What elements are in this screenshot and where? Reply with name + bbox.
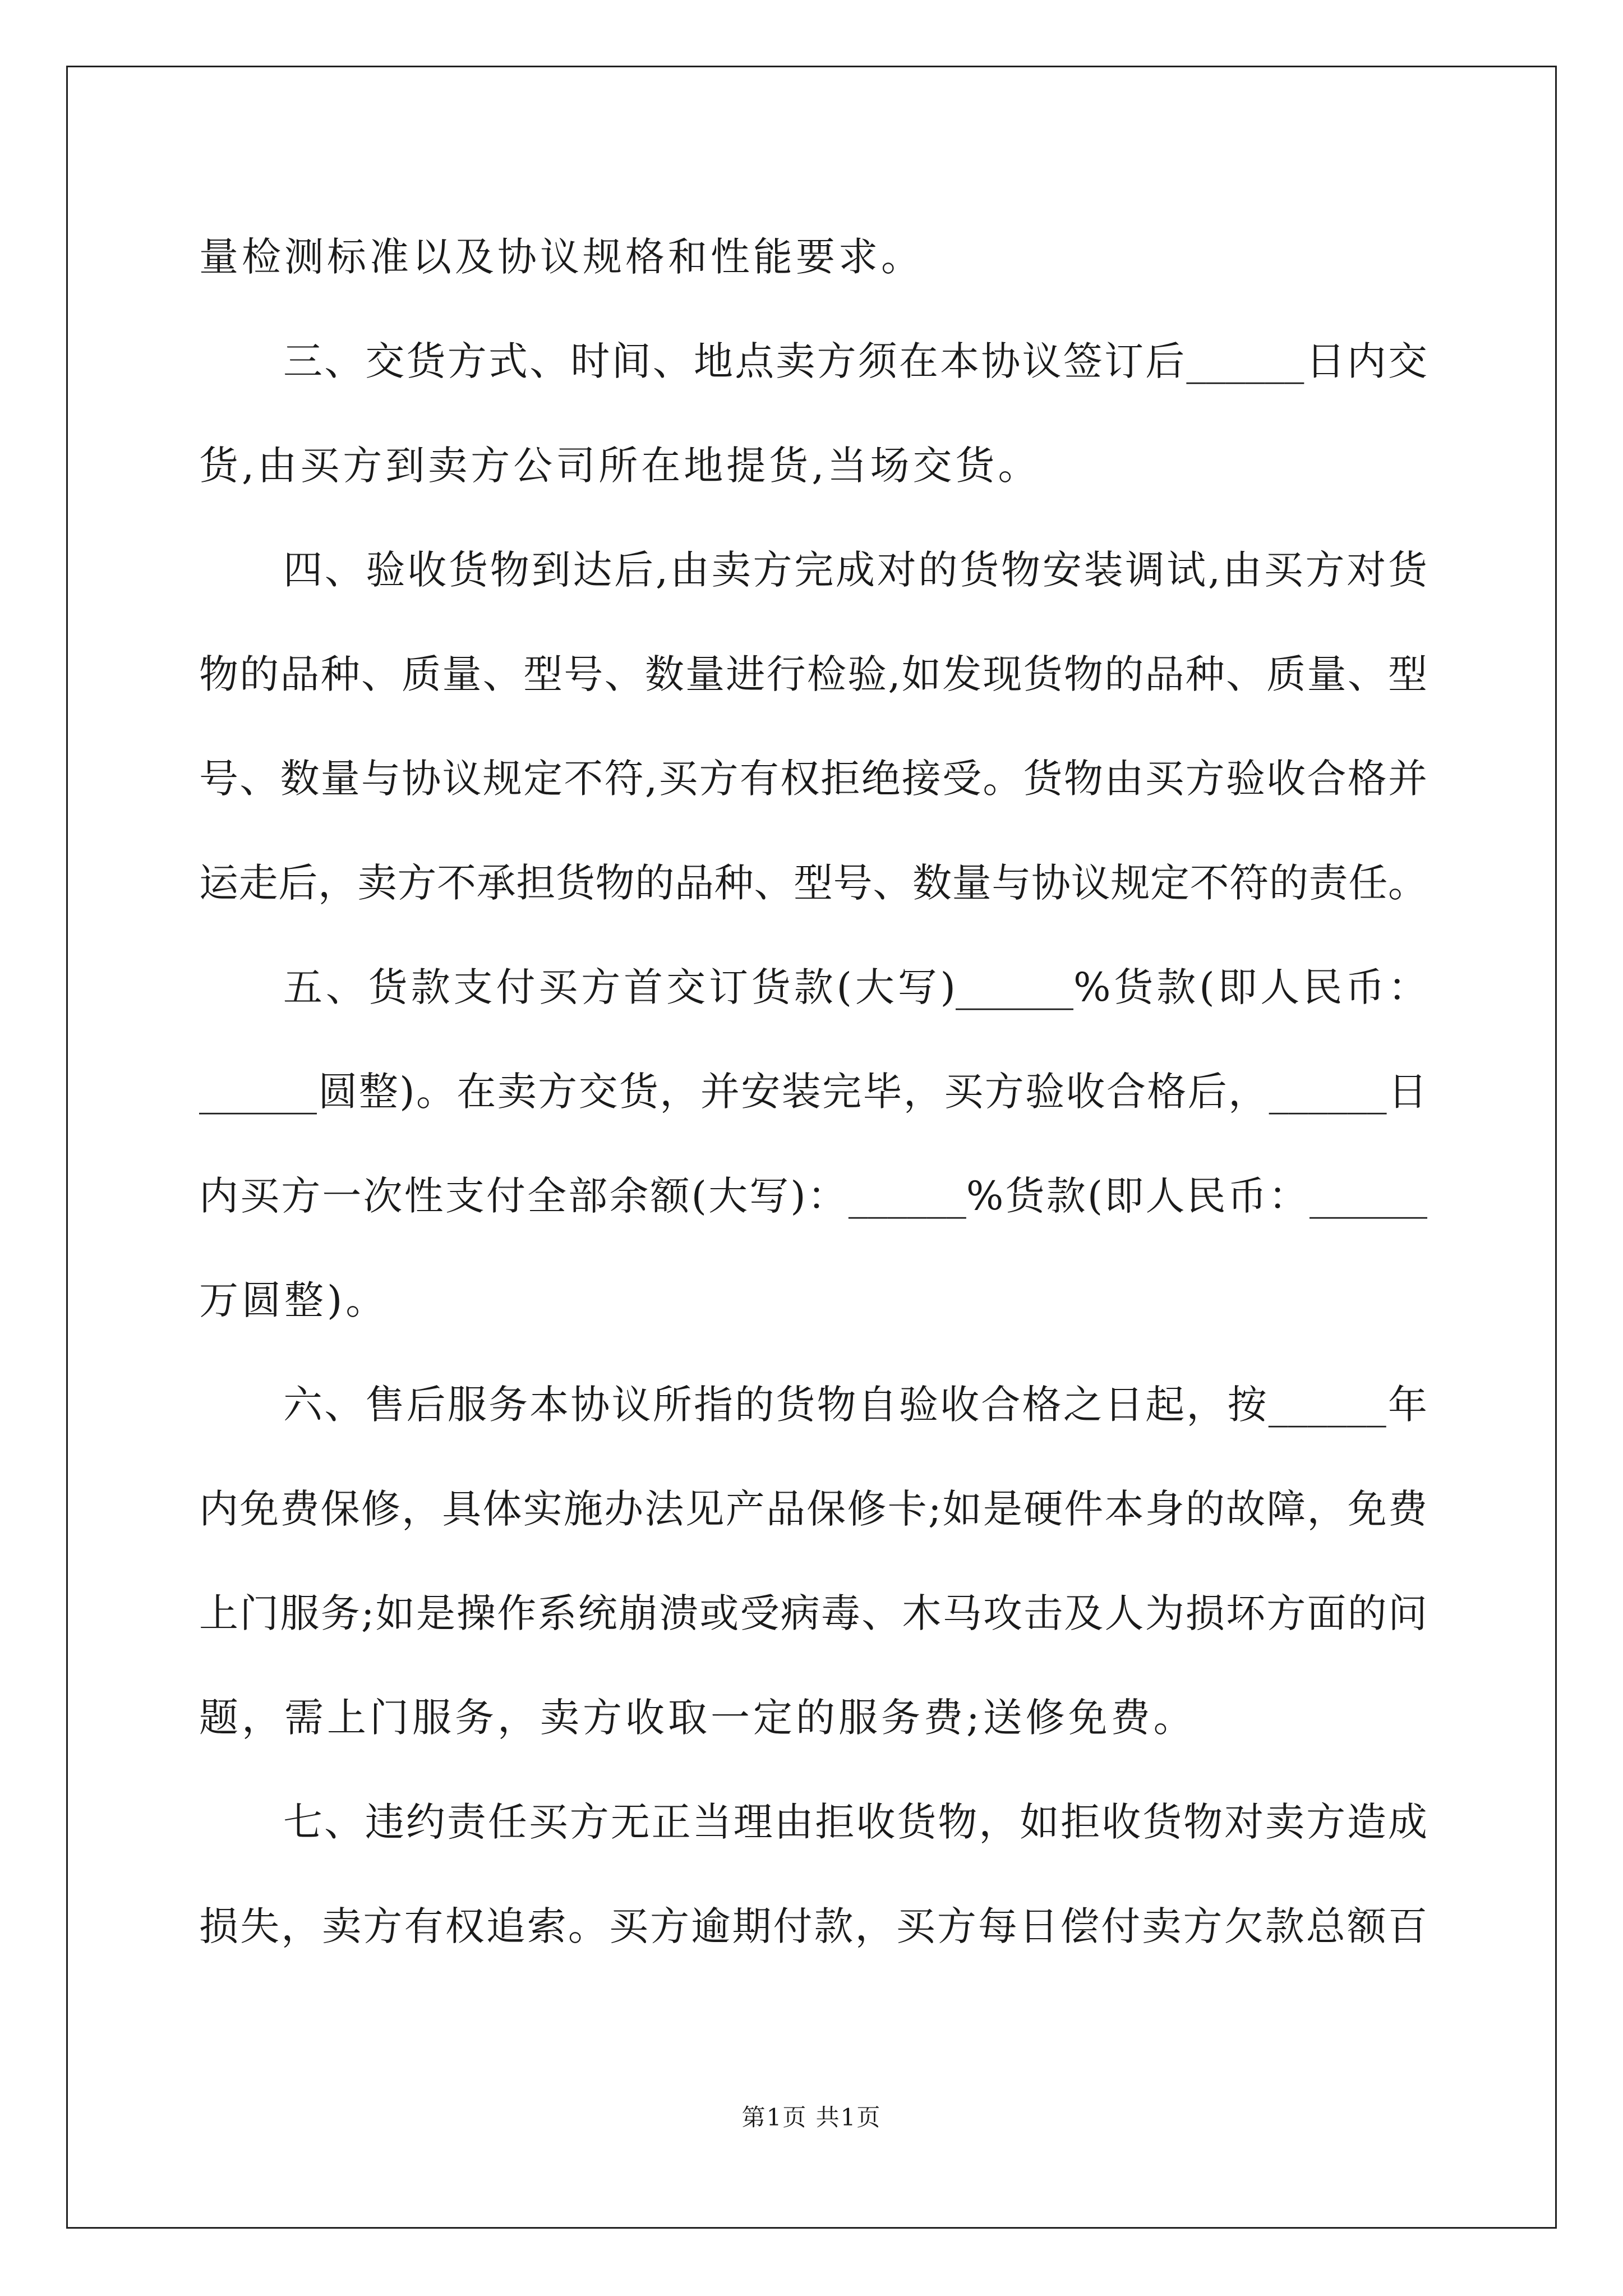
text-line: 内免费保修，具体实施办法见产品保修卡;如是硬件本身的故障，免费 bbox=[199, 1486, 1427, 1532]
text-line: 上门服务;如是操作系统崩溃或受病毒、木马攻击及人为损坏方面的问 bbox=[199, 1590, 1427, 1636]
text-line: 四、验收货物到达后,由卖方完成对的货物安装调试,由买方对货 bbox=[283, 547, 1427, 593]
text-line: 题，需上门服务，卖方收取一定的服务费;送修免费。 bbox=[199, 1695, 1196, 1741]
text-line: 五、货款支付买方首交订货款(大写)______%货款(即人民币： bbox=[283, 964, 1427, 1010]
text-line: 运走后，卖方不承担货物的品种、型号、数量与协议规定不符的责任。 bbox=[199, 860, 1427, 906]
text-line: 损失，卖方有权追索。买方逾期付款，买方每日偿付卖方欠款总额百 bbox=[199, 1903, 1427, 1949]
text-line: 万圆整)。 bbox=[199, 1277, 389, 1323]
text-line: 物的品种、质量、型号、数量进行检验,如发现货物的品种、质量、型 bbox=[199, 651, 1427, 697]
text-line: 量检测标准以及协议规格和性能要求。 bbox=[199, 234, 924, 280]
document-body bbox=[199, 205, 1427, 1978]
text-line: 货,由买方到卖方公司所在地提货,当场交货。 bbox=[199, 443, 1041, 489]
text-line: 号、数量与协议规定不符,买方有权拒绝接受。货物由买方验收合格并 bbox=[199, 756, 1427, 802]
text-line: ______圆整)。在卖方交货，并安装完毕，买方验收合格后，______日 bbox=[199, 1069, 1427, 1115]
text-line: 七、违约责任买方无正当理由拒收货物，如拒收货物对卖方造成 bbox=[283, 1799, 1427, 1845]
text-line: 六、售后服务本协议所指的货物自验收合格之日起，按______年 bbox=[283, 1382, 1427, 1428]
page-footer: 第1页 共1页 bbox=[741, 2104, 882, 2131]
text-line: 三、交货方式、时间、地点卖方须在本协议签订后______日内交 bbox=[283, 338, 1427, 384]
text-line: 内买方一次性支付全部余额(大写)：______%货款(即人民币：______ bbox=[199, 1173, 1427, 1219]
